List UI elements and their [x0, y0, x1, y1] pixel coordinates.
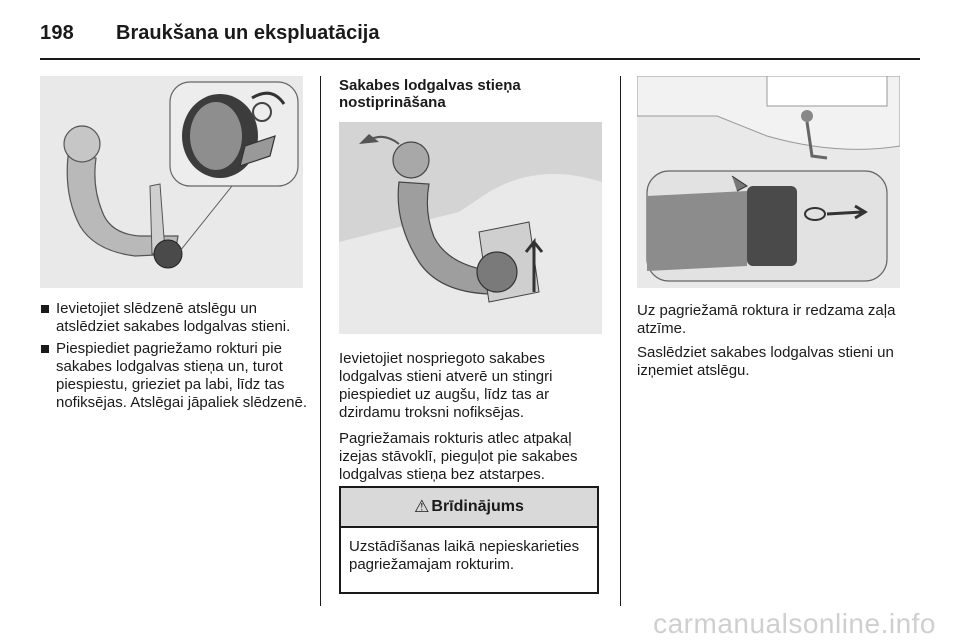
paragraph: Pagriežamais rokturis atlec atpakaļ izejas stāvoklī, pieguļot pie sakabes lodgalvas stieņa bez atstarpes.: [339, 430, 578, 483]
warning-header: [341, 488, 597, 528]
section-heading: Sakabes lodgalvas stieņa nostiprināšana: [339, 77, 521, 111]
column-divider-right: [620, 76, 621, 606]
paragraph: Saslēdziet sakabes lodgalvas stieni un izņemiet atslēgu.: [637, 344, 894, 379]
warning-body: Uzstādīšanas laikā nepieskarieties pagriežamajam rokturim.: [349, 538, 580, 573]
chapter-title: Braukšana un ekspluatācija: [116, 22, 380, 44]
bullet-text: Ievietojiet slēdzenē atslēgu un atslēdziet sakabes lodgalvas stieni.: [56, 300, 291, 335]
bullet-square-icon: [41, 305, 49, 313]
warning-title: Brīdinājums: [431, 498, 524, 515]
warning-box: [339, 486, 599, 594]
paragraph: Uz pagriežamā roktura ir redzama zaļa atzīme.: [637, 302, 896, 337]
towbar-lock-illustration: [40, 76, 303, 288]
instruction-list: [40, 300, 310, 416]
page-number: 198: [40, 22, 74, 44]
list-item: [40, 300, 310, 336]
bullet-text: Piespiediet pagriežamo rokturi pie sakabes lodgalvas stieņa un, turot piespiestu, grieziet pa labi, līdz tas nofiksējas. Atslēgai jāpaliek slēdzenē.: [56, 340, 307, 411]
column-divider-left: [320, 76, 321, 606]
paragraph: Ievietojiet nospriegoto sakabes lodgalvas stieni atverē un stingri piespiediet uz augšu, līdz tas ar dzirdamu troksni nofiksējas.: [339, 350, 553, 421]
header-rule: [40, 58, 920, 60]
warning-triangle-icon: ⚠: [414, 497, 430, 516]
watermark: carmanualsonline.info: [653, 608, 936, 639]
bullet-square-icon: [41, 345, 49, 353]
towbar-insertion-illustration: [339, 122, 602, 334]
key-removal-illustration: [637, 76, 900, 288]
list-item: [40, 340, 310, 412]
